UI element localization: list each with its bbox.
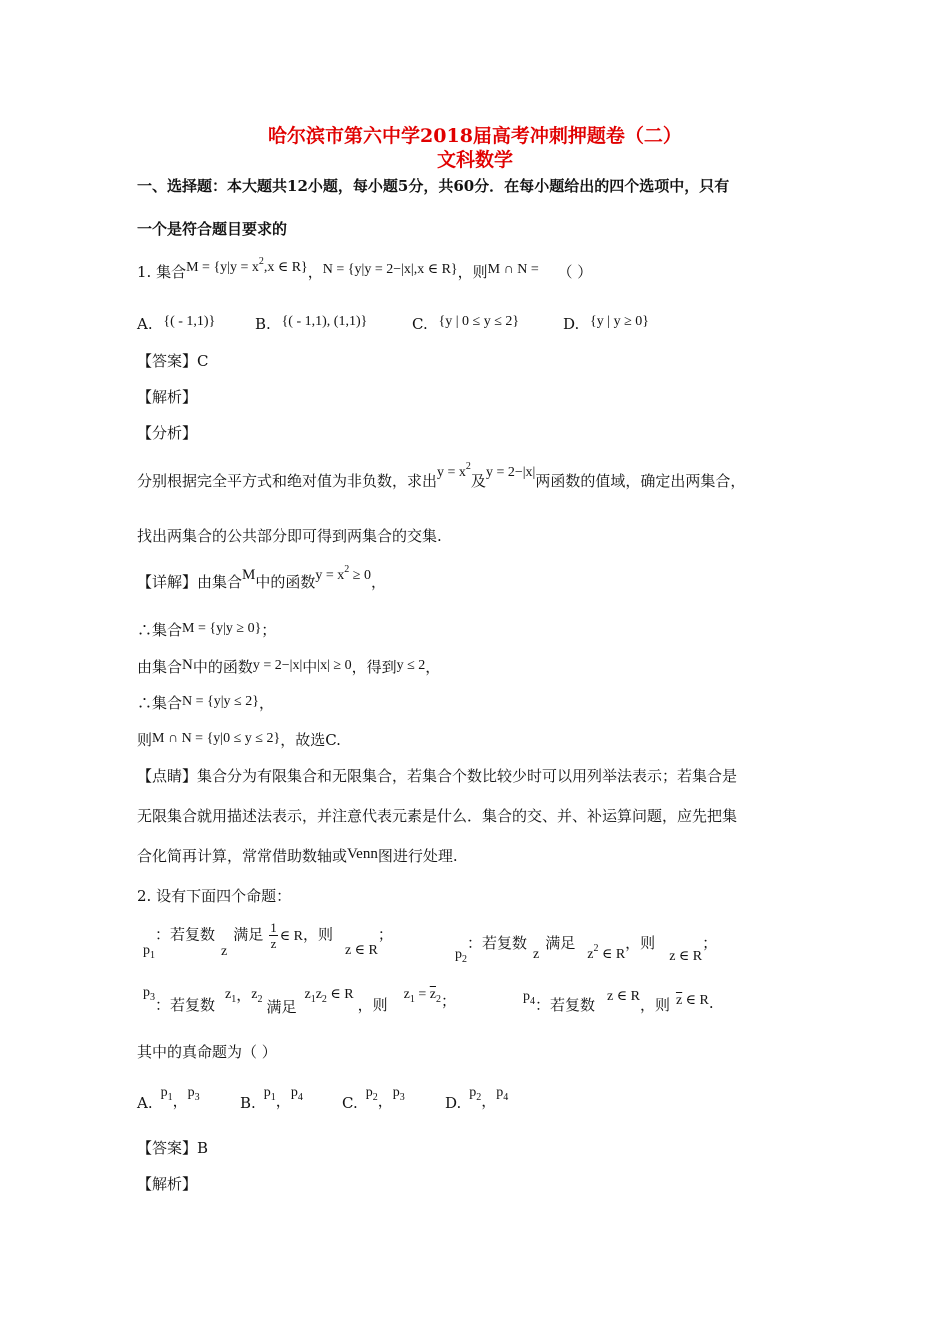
question-1-stem: 1. 集合$M = \{y|y = x^2,x$ ∈ R}，N = {y|y = 2−|x|,x ∈ R}，则M ∩ N = （ ） bbox=[137, 256, 593, 281]
proposition-p3: $p_3$：若复数$z_1$，$z_2$ 满足$z_1z_2$ ∈ R，则$z_1 = \overline{z}_2$； bbox=[143, 985, 456, 1016]
q1-detail: 【详解】由集合M中的函数$y = x^2 \ge 0$， bbox=[137, 564, 386, 591]
q1-jiexi-label: 【解析】 bbox=[137, 388, 198, 406]
proposition-p1: $p_1$：若复数z满足 $\frac{1}{z}$ ∈ R，则z ∈ R； bbox=[143, 920, 393, 961]
question-2-intro: 2. 设有下面四个命题： bbox=[137, 887, 292, 905]
q1-set-n-result: ∴集合N = {y|y ≤ 2}， bbox=[137, 694, 274, 712]
option-b: $B.p_1$，$p_4$ bbox=[240, 1085, 303, 1112]
section-heading-cont: 一个是符合题目要求的 bbox=[137, 220, 288, 238]
q2-jiexi-label: 【解析】 bbox=[137, 1175, 198, 1193]
q1-analysis-line1: 分别根据完全平方式和绝对值为非负数，求出$y = x^2$及y = 2−|x|两函数的值域，确定出两集合， bbox=[137, 461, 746, 490]
q1-dianjing-line1: 【点睛】集合分为有限集合和无限集合，若集合个数比较少时可以用列举法表示；若集合是 bbox=[137, 767, 738, 785]
q2-answer: 【答案】B bbox=[137, 1139, 209, 1157]
document-title: 哈尔滨市第六中学2018届高考冲刺押题卷（二） bbox=[268, 125, 682, 147]
q1-fenxi-label: 【分析】 bbox=[137, 424, 198, 442]
q1-dianjing-line3: 合化简再计算，常常借助数轴或Venn图进行处理. bbox=[137, 846, 458, 865]
option-a: A. {( - 1,1)} bbox=[137, 314, 216, 333]
q1-analysis-line2: 找出两集合的公共部分即可得到两集合的交集. bbox=[137, 527, 442, 545]
proposition-p4: $p_4$：若复数 z ∈ R，则 $\overline{z}$ ∈ R. bbox=[523, 989, 714, 1014]
q1-intersection-result: 则M ∩ N = {y|0 ≤ y ≤ 2}，故选C. bbox=[137, 731, 341, 749]
proposition-p2: $p_2$：若复数z满足$z^2$ ∈ R，则z ∈ R； bbox=[455, 934, 718, 965]
answer-paren: （ ） bbox=[557, 263, 593, 281]
document-subtitle: 文科数学 bbox=[436, 149, 513, 171]
option-a: $A.p_1$，$p_3$ bbox=[137, 1085, 200, 1112]
option-c: C. {y | 0 ≤ y ≤ 2} bbox=[412, 314, 520, 333]
option-d: $D.p_2$，$p_4$ bbox=[445, 1085, 509, 1112]
intersection: M ∩ N = bbox=[487, 262, 539, 277]
q1-prefix: 1. 集合 bbox=[137, 263, 187, 281]
set-m: $M = \{y|y = x^2,x$ ∈ R} bbox=[186, 256, 308, 275]
option-b: B. {( - 1,1), (1,1)} bbox=[255, 314, 368, 333]
q2-question: 其中的真命题为（ ） bbox=[137, 1043, 277, 1061]
option-c: $C.p_2$，$p_3$ bbox=[342, 1085, 405, 1112]
q1-answer: 【答案】C bbox=[137, 352, 209, 370]
set-n: N = {y|y = 2−|x|,x ∈ R} bbox=[322, 262, 458, 277]
q1-dianjing-line2: 无限集合就用描述法表示，并注意代表元素是什么．集合的交、并、补运算问题，应先把集 bbox=[137, 807, 738, 825]
section-heading: 一、选择题：本大题共12小题，每小题5分，共60分．在每小题给出的四个选项中，只有 bbox=[137, 177, 730, 195]
q1-set-n-derivation: 由集合N中的函数y = 2−|x|中|x| ≥ 0，得到y ≤ 2， bbox=[137, 657, 441, 676]
option-d: D. {y | y ≥ 0} bbox=[563, 314, 649, 333]
q1-set-m-result: ∴集合M = {y|y ≥ 0}； bbox=[137, 621, 277, 639]
